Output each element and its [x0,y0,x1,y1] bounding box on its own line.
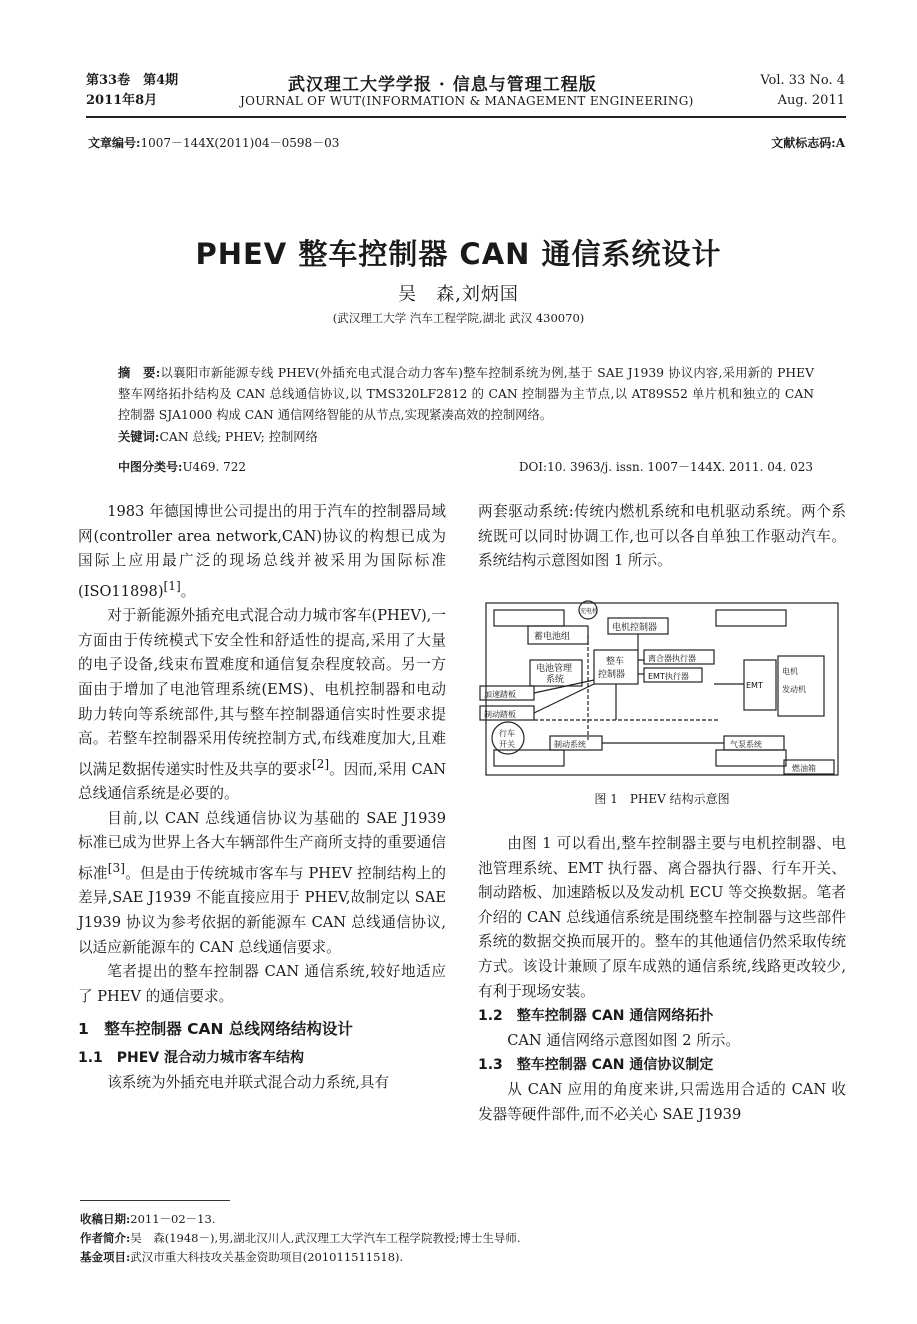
label-emt-actuator: EMT执行器 [648,672,689,681]
paragraph: 由图 1 可以看出,整车控制器主要与电机控制器、电池管理系统、EMT 执行器、离合器执行器、行车开关、制动踏板、加速踏板以及发动机 ECU 等交换数据。笔者介绍的 CAN 总线通信系统是围绕整车控制器与这些部件系统的数据交换而展开的。整车的其他通信仍然采取传统方式。该设计兼顾了原车成熟的通信系统,线路更改较少,有利于现场安装。 [478,835,846,1000]
right-column-top [478,500,846,574]
label-vcu-1: 整车 [606,657,625,667]
paragraph: 两套驱动系统:传统内燃机系统和电机驱动系统。两个系统既可以同时协调工作,也可以各自单独工作驱动汽车。系统结构示意图如图 1 所示。 [478,503,846,570]
label-air-pump: 气泵系统 [730,740,762,749]
paper-title: PHEV 整车控制器 CAN 通信系统设计 [195,237,722,271]
label-motor-controller: 电机控制器 [612,623,658,633]
wheel-front-left [494,610,564,626]
journal-title-en: JOURNAL OF WUT(INFORMATION & MANAGEMENT ENGINEERING) [240,94,694,108]
affiliation: (武汉理工大学 汽车工程学院,湖北 武汉 430070) [332,311,585,325]
paragraph: 对于新能源外插充电式混合动力城市客车(PHEV),一方面由于传统模式下安全性和舒适性的提高,采用了大量的电子设备,线束布置难度和通信复杂程度较高。另一方面由于增加了电池管理系统(EMS)、电机控制器和电动助力转向等系统部件,其与整车控制器通信实时性要求提高。若整车控制器采用传统控制方式,布线难度加大,且难以满足数据传递实时性及共享的要求[2]。因而,采用 CAN 总线通信系统是必要的。 [78,607,446,803]
section-heading-1: 1 整车控制器 CAN 总线网络结构设计 [78,1020,353,1039]
wheel-front-right [716,610,786,626]
label-abs: 制动系统 [554,740,586,749]
label-emt: EMT [746,681,763,690]
left-column [78,500,446,1095]
label-vcu-2: 控制器 [598,670,626,680]
paragraph: 笔者提出的整车控制器 CAN 通信系统,较好地适应了 PHEV 的通信要求。 [78,963,446,1005]
funding: 基金项目:武汉市重大科技攻关基金资助项目(201011511518). [80,1250,404,1264]
label-battery: 蓄电池组 [534,632,571,642]
label-switch-1: 行车 [499,729,515,738]
volume-issue-en: Vol. 33 No. 4 [760,73,845,88]
label-switch-2: 开关 [499,740,515,749]
keywords: 关键词:CAN 总线; PHEV; 控制网络 [118,429,318,444]
paragraph: CAN 通信网络示意图如图 2 所示。 [507,1031,740,1049]
label-fuel-tank: 燃油箱 [792,764,816,773]
paragraph: 从 CAN 应用的角度来讲,只需选用合适的 CAN 收发器等硬件部件,而不必关心 SAE J1939 [478,1080,846,1123]
label-motor: 电机 [782,667,798,676]
date-cn: 2011年8月 [86,93,158,108]
received-date: 收稿日期:2011－02－13. [80,1212,216,1226]
paragraph: 1983 年德国博世公司提出的用于汽车的控制器局域网(controller area network,CAN)协议的构想已成为国际上应用最广泛的现场总线并被采用为国际标准(ISO11898)[1]。 [78,503,446,600]
document-code: 文献标志码:A [771,136,845,150]
figure-1-phev-structure [478,600,846,778]
footnotes [80,1210,520,1267]
label-brake-pedal: 制动踏板 [484,710,516,719]
date-en: Aug. 2011 [777,93,845,108]
journal-title-cn: 武汉理工大学学报 · 信息与管理工程版 [288,75,597,95]
header-rule [86,116,846,118]
abstract-text: 摘 要:以襄阳市新能源专线 PHEV(外插充电式混合动力客车)整车控制系统为例,基于 SAE J1939 协议内容,采用新的 PHEV 整车网络拓扑结构及 CAN 总线通信协议,以 TMS320LF2812 的 CAN 控制器为主节点,以 AT89S52 单片机和独立的 CAN 控制器 SJA1000 构成 CAN 通信网络智能的从节点,实现紧凑高效的控制网络。 [118,365,814,422]
volume-issue-cn: 第33卷 第4期 [86,73,179,88]
label-charger: 充电机 [580,608,599,615]
figure-1-caption: 图 1 PHEV 结构示意图 [594,792,730,806]
section-heading-1-3: 1.3 整车控制器 CAN 通信协议制定 [478,1057,714,1074]
drive-switch-node [492,722,524,754]
authors: 吴 森,刘炳国 [398,284,519,305]
section-heading-1-1: 1.1 PHEV 混合动力城市客车结构 [78,1050,305,1067]
footnote-rule [80,1200,230,1201]
paragraph: 目前,以 CAN 总线通信协议为基础的 SAE J1939 标准已成为世界上各大车辆部件生产商所支持的重要通信标准[3]。但是由于传统城市客车与 PHEV 控制结构上的差异,SAE J1939 不能直接应用于 PHEV,故制定以 SAE J1939 协议为参考依据的新能源车 CAN 总线通信协议,以适应新能源车的 CAN 总线通信要求。 [78,809,446,956]
abstract-block [118,362,814,448]
label-clutch-actuator: 离合器执行器 [648,654,696,663]
label-accel-pedal: 加速踏板 [484,690,516,699]
author-bio: 作者简介:吴 森(1948－),男,湖北汉川人,武汉理工大学汽车工程学院教授;博士生导师. [80,1231,521,1245]
section-heading-1-2: 1.2 整车控制器 CAN 通信网络拓扑 [478,1008,714,1025]
clc-number: 中图分类号:U469. 722 [118,460,246,474]
wheel-rear-right [716,750,786,766]
label-bms-1: 电池管理 [536,664,573,674]
paragraph: 该系统为外插充电并联式混合动力系统,具有 [107,1073,390,1091]
right-column-bottom [478,832,846,1127]
label-engine: 发动机 [782,685,806,694]
doi: DOI:10. 3963/j. issn. 1007－144X. 2011. 04. 023 [518,460,813,474]
article-number: 文章编号:1007－144X(2011)04－0598－03 [88,136,340,150]
label-bms-2: 系统 [546,675,565,685]
wheel-rear-left [494,750,564,766]
